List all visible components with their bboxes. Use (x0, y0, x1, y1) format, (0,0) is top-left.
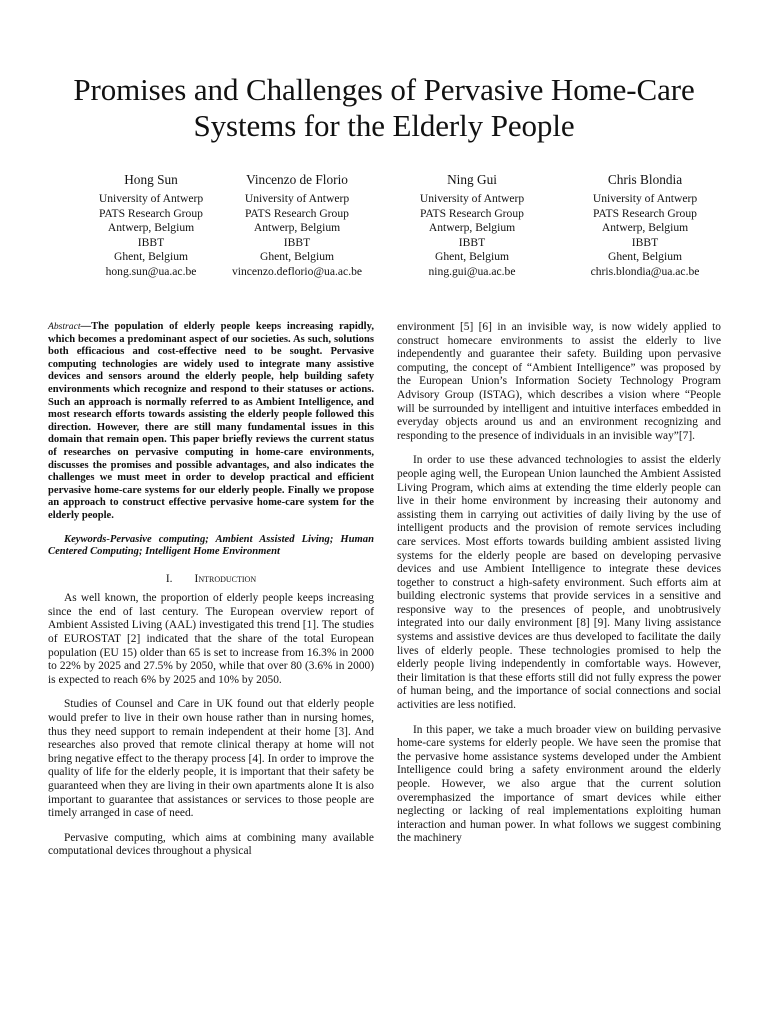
author-3 (382, 172, 562, 279)
author-affiliation-line: PATS Research Group (99, 206, 203, 220)
author-name: Chris Blondia (607, 172, 683, 187)
section-title: Introduction (194, 572, 257, 585)
author-affiliation-line: PATS Research Group (245, 206, 349, 220)
author-2 (207, 172, 387, 279)
abstract-label: Abstract (48, 321, 81, 332)
author-affiliation-line: IBBT (283, 235, 311, 249)
author-name: Hong Sun (124, 172, 178, 187)
author-email: ning.gui@ua.ac.be (428, 264, 516, 278)
author-4 (555, 172, 735, 279)
author-email: hong.sun@ua.ac.be (105, 264, 197, 278)
author-affiliation-line: IBBT (137, 235, 165, 249)
author-email: vincenzo.deflorio@ua.ac.be (231, 264, 363, 278)
keywords: Keywords-Pervasive computing; Ambient Assisted Living; Human Centered Computing; Intelligent Home Environment (48, 533, 374, 558)
right-column (397, 321, 721, 857)
author-affiliation-line: IBBT (631, 235, 659, 249)
paragraph: Pervasive computing, which aims at combining many available computational devices throughout a physical (48, 831, 374, 858)
paragraph: In order to use these advanced technologies to assist the elderly people aging well, the European Union launched the Ambient Assisted Living Program, which aims at extending the time elderly people can live in their home environment by increasing their autonomy and assisting them in carrying out activities of daily living by the use of intelligent products and the provision of remote services including care services. Most efforts towards building ambient assisted living systems for the elderly people are based on developing pervasive devices and use Ambient Intelligence to integrate these devices together to construct a high-safety environment. Such efforts aim at building electronic systems that provide services in a sensitive and responsive way to the presences of people, and unobtrusively integrated into our daily environment [8] [9]. Many living assistance systems and assistive devices are thus developed to facilitate the daily lives of elderly people. These technologies promised to help the elderly people living independently in comfortable ways. However, their limitation is that these efforts still did not fully express the power of human being, and the importance of social connections and social activities are less notified. (397, 454, 721, 712)
author-name: Ning Gui (447, 172, 497, 187)
author-affiliation-line: IBBT (458, 235, 486, 249)
paragraph: Studies of Counsel and Care in UK found out that elderly people would prefer to live in their own house rather than in nursing homes, thus they need support to remain independent at their home [3]. And researches also proved that remote clinical therapy at home will not bring negative effect to the therapy process [4]. In order to improve the quality of life for the elderly people, it is important that their safety be guaranteed when they are living in their own apartments alone It is also important to guarantee that assistances or services to those people are timely arranged in case of need. (48, 698, 374, 820)
author-block (0, 172, 768, 282)
author-affiliation-line: Antwerp, Belgium (428, 221, 516, 234)
author-affiliation-line: University of Antwerp (419, 192, 525, 205)
author-name: Vincenzo de Florio (246, 172, 348, 187)
author-affiliation-line: Ghent, Belgium (113, 250, 189, 263)
author-affiliation-line: University of Antwerp (592, 192, 698, 205)
section-number: I. (165, 572, 173, 585)
left-column (48, 321, 374, 870)
abstract-text: —The population of elderly people keeps increasing rapidly, which becomes a predominant aspect of our societies. As such, solutions both efficacious and cost-effective need to be sought. Pervasive computing technologies are widely used to integrate many assistive devices and sensors around the elderly people, help building safety environments which recognize and respond to their statuses or actions. Such an approach is normally referred to as Ambient Intelligence, and most research efforts towards assisting the elderly people followed this direction. However, there are still many fundamental issues in this domain that remain open. This paper briefly reviews the current status of researches on pervasive computing in home-care environments, discusses the promises and possible advantages, and also indicates the challenges we must meet in order to develop practical and efficient pervasive home-care systems for our elderly people. Finally we propose an approach to construct effective pervasive home-care system for the elderly people. (48, 321, 374, 521)
author-affiliation-line: Antwerp, Belgium (107, 221, 195, 234)
paragraph: In this paper, we take a much broader view on building pervasive home-care systems for elderly people. We have seen the promise that the pervasive home assistance systems developed under the Ambient Intelligence could bring a safety environment around the elderly people. However, we also argue that the current solution overemphasized the importance of smart devices while either neglecting or lacking of real implementations exploiting human interaction and human power. In what follows we suggest combining the machinery (397, 723, 721, 845)
paragraph: As well known, the proportion of elderly people keeps increasing since the end of last century. The European overview report of Ambient Assisted Living (AAL) investigated this trend [1]. The studies of EUROSTAT [2] indicated that the share of the total European population (EU 15) older than 65 is set to increase from 16.3% in 2000 to 22% by 2025 and 27.5% by 2050, while that over 80 (3.6% in 2000) is expected to reach 6% by 2025 and 10% by 2050. (48, 592, 374, 686)
author-email: chris.blondia@ua.ac.be (590, 264, 700, 278)
author-affiliation-line: Antwerp, Belgium (601, 221, 689, 234)
section-heading-introduction (48, 573, 374, 587)
author-affiliation-line: Antwerp, Belgium (253, 221, 341, 234)
author-affiliation-line: Ghent, Belgium (259, 250, 335, 263)
author-affiliation-line: PATS Research Group (420, 206, 524, 220)
author-affiliation-line: Ghent, Belgium (434, 250, 510, 263)
paper-title: Promises and Challenges of Pervasive Home-Care Systems for the Elderly People (73, 72, 695, 143)
paragraph: environment [5] [6] in an invisible way, is now widely applied to construct homecare environments to assist the elderly to live independently and guarantee their safety. Building upon pervasive computing, the concept of “Ambient Intelligence” was proposed by the European Union’s Information Society Technology Program Advisory Group (ISTAG), which describes a vision where “People will be surrounded by intelligent and intuitive interfaces embedded in everyday objects around us and an environment recognizing and responding to the presence of individuals in an invisible way”[7]. (397, 321, 721, 442)
author-affiliation-line: Ghent, Belgium (607, 250, 683, 263)
abstract (48, 321, 374, 523)
author-affiliation-line: University of Antwerp (98, 192, 204, 205)
author-affiliation-line: University of Antwerp (244, 192, 350, 205)
author-affiliation-line: PATS Research Group (593, 206, 697, 220)
